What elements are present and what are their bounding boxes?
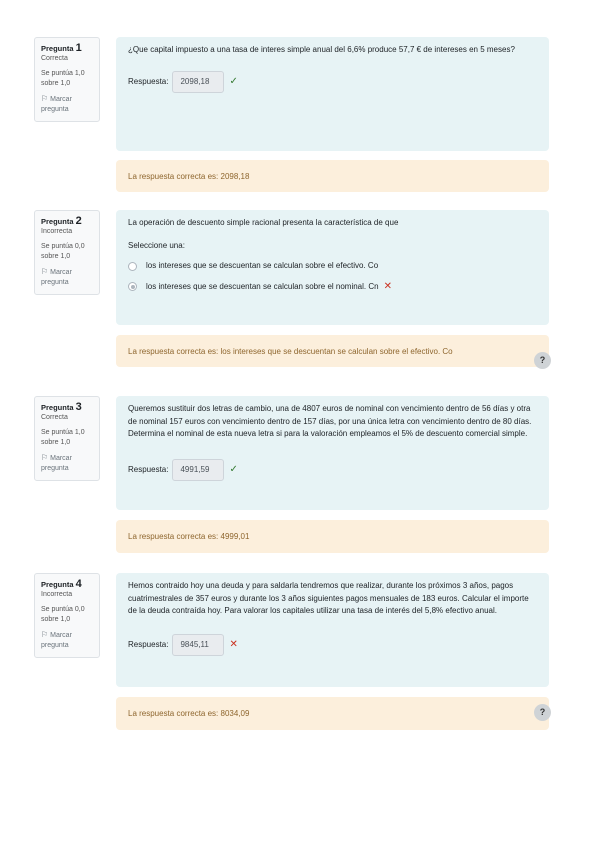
correct-check-icon: ✓: [229, 75, 238, 87]
incorrect-cross-icon: ✕: [383, 280, 392, 292]
flag-icon: ⚐: [41, 267, 49, 276]
correct-answer-text: La respuesta correcta es: 2098,18: [128, 171, 250, 181]
answer-input[interactable]: 2098,18: [172, 71, 224, 94]
option-label: los intereses que se descuentan se calculan sobre el nominal. Cn: [146, 281, 379, 291]
question-grade: Se puntúa 0,0 sobre 1,0: [41, 606, 85, 623]
correct-answer-text: La respuesta correcta es: 4999,01: [128, 532, 250, 541]
question-number: Pregunta 1: [41, 42, 82, 54]
answer-label: Respuesta:: [128, 639, 169, 649]
question-content-4: [116, 573, 549, 687]
feedback-4: [116, 697, 549, 730]
question-state: Incorrecta: [41, 228, 73, 235]
answer-row: [128, 634, 537, 657]
answer-row: [128, 71, 537, 94]
feedback-3: [116, 520, 549, 553]
flag-icon: ⚐: [41, 630, 49, 639]
answer-row: [128, 459, 537, 482]
question-number: Pregunta 2: [41, 215, 82, 227]
question-grade: Se puntúa 1,0 sobre 1,0: [41, 70, 85, 87]
flag-icon: ⚐: [41, 453, 49, 462]
question-info-1: [34, 37, 100, 122]
answer-input[interactable]: 9845,11: [172, 634, 224, 657]
question-state: Correcta: [41, 55, 68, 62]
flag-question-link[interactable]: ⚐ Marcar pregunta: [41, 630, 72, 649]
question-content-3: [116, 396, 549, 510]
question-grade: Se puntúa 0,0 sobre 1,0: [41, 243, 85, 260]
help-icon[interactable]: ?: [534, 704, 551, 721]
answer-option-b[interactable]: [128, 281, 537, 294]
feedback-1: [116, 160, 549, 192]
answer-input[interactable]: 4991,59: [172, 459, 224, 482]
question-info-3: [34, 396, 100, 481]
question-grade: Se puntúa 1,0 sobre 1,0: [41, 429, 85, 446]
select-prompt: Seleccione una:: [128, 240, 185, 250]
correct-answer-text: La respuesta correcta es: 8034,09: [128, 709, 250, 718]
answer-label: Respuesta:: [128, 464, 169, 474]
radio-button[interactable]: [128, 262, 137, 271]
help-icon[interactable]: ?: [534, 352, 551, 369]
question-number: Pregunta 4: [41, 578, 82, 590]
question-state: Incorrecta: [41, 591, 73, 598]
answer-option-a[interactable]: [128, 260, 537, 273]
flag-question-link[interactable]: ⚐ Marcar pregunta: [41, 267, 72, 286]
question-info-2: [34, 210, 100, 295]
flag-question-link[interactable]: ⚐ Marcar pregunta: [41, 453, 72, 472]
question-content-2: [116, 210, 549, 325]
question-content-1: [116, 37, 549, 151]
answer-label: Respuesta:: [128, 76, 169, 86]
question-text: Queremos sustituir dos letras de cambio, una de 4807 euros de nominal con vencimiento dentro de 56 días y otra de nominal 157 euros con vencimiento dentro de 157 días, por una única letra con vencimiento dentro de 80 días. Determina el nominal de esta nueva letra si para la valoración empleamos el 5% de descuento comercial simple.: [128, 404, 532, 438]
question-info-4: [34, 573, 100, 658]
flag-icon: ⚐: [41, 94, 49, 103]
flag-question-link[interactable]: ⚐ Marcar pregunta: [41, 94, 72, 113]
correct-check-icon: ✓: [229, 463, 238, 475]
incorrect-cross-icon: ✕: [229, 638, 238, 650]
question-state: Correcta: [41, 414, 68, 421]
question-text: Hemos contraido hoy una deuda y para saldarla tendremos que realizar, durante los próximos 3 años, pagos cuatrimestrales de 357 euros y durante los 3 años siguientes pagos mensuales de 183 euros. Calcular el importe de la deuda contraída hoy. Para valorar los capitales utilizar una tasa de interés del 5,8% efectivo anual.: [128, 581, 529, 615]
radio-button-selected[interactable]: [128, 282, 137, 291]
question-number: Pregunta 3: [41, 401, 82, 413]
feedback-2: [116, 335, 549, 367]
question-text: ¿Que capital impuesto a una tasa de interes simple anual del 6,6% produce 57,7 € de intereses en 5 meses?: [128, 45, 515, 54]
question-text: La operación de descuento simple racional presenta la característica de que: [128, 218, 399, 227]
correct-answer-text: La respuesta correcta es: los intereses que se descuentan se calculan sobre el efectivo. Co: [128, 346, 453, 356]
option-label: los intereses que se descuentan se calculan sobre el efectivo. Co: [146, 261, 379, 270]
